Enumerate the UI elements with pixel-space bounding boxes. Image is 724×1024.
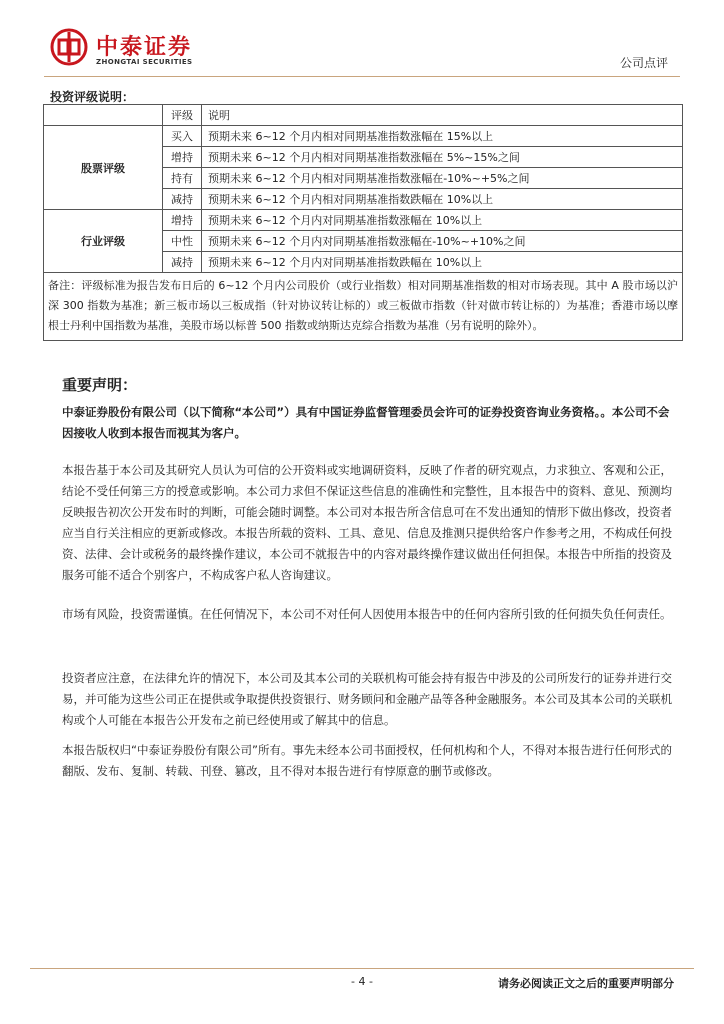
rating-note: 备注：评级标准为报告发布日后的 6~12 个月内公司股价（或行业指数）相对同期基准指数的相对市场表现。其中 A 股市场以沪深 300 指数为基准；新三板市场以三板成指（针对协议转让标的）或三板做市指数（针对做市转让标的）为基准；香港市场以摩根士丹利中国指数为基准，美股市场以标普 500 指数或纳斯达克综合指数为基准（另有说明的除外）。 bbox=[44, 273, 683, 341]
grade-cell: 减持 bbox=[163, 252, 202, 273]
desc-column-header: 说明 bbox=[202, 105, 683, 126]
desc-cell: 预期未来 6~12 个月内相对同期基准指数跌幅在 10%以上 bbox=[202, 189, 683, 210]
footer-note: 请务必阅读正文之后的重要声明部分 bbox=[498, 977, 674, 990]
grade-cell: 增持 bbox=[163, 210, 202, 231]
zhongtai-logo-icon bbox=[50, 28, 88, 66]
grade-cell: 持有 bbox=[163, 168, 202, 189]
table-row bbox=[44, 126, 683, 147]
header-divider bbox=[44, 76, 680, 77]
rating-table bbox=[43, 104, 683, 341]
desc-cell: 预期未来 6~12 个月内对同期基准指数涨幅在 10%以上 bbox=[202, 210, 683, 231]
footer-divider bbox=[30, 968, 694, 969]
table-row bbox=[44, 210, 683, 231]
stock-rating-category: 股票评级 bbox=[44, 126, 163, 210]
grade-cell: 买入 bbox=[163, 126, 202, 147]
desc-cell: 预期未来 6~12 个月内相对同期基准指数涨幅在 5%~15%之间 bbox=[202, 147, 683, 168]
desc-cell: 预期未来 6~12 个月内相对同期基准指数涨幅在-10%~+5%之间 bbox=[202, 168, 683, 189]
grade-column-header: 评级 bbox=[163, 105, 202, 126]
declaration-paragraph: 本报告版权归“中泰证券股份有限公司”所有。事先未经本公司书面授权，任何机构和个人，不得对本报告进行任何形式的翻版、发布、复制、转载、刊登、篡改，且不得对本报告进行有悖原意的删节或修改。 bbox=[62, 743, 672, 778]
rating-section-title: 投资评级说明： bbox=[50, 90, 135, 104]
declaration-paragraph: 本报告基于本公司及其研究人员认为可信的公开资料或实地调研资料，反映了作者的研究观点，力求独立、客观和公正，结论不受任何第三方的授意或影响。本公司力求但不保证这些信息的准确性和完整性，且本报告中的资料、意见、预测均反映报告初次公开发布时的判断，可能会随时调整。本公司对本报告所含信息可在不发出通知的情形下做出修改，投资者应当自行关注相应的更新或修改。本报告所载的资料、工具、意见、信息及推测只提供给客户作参考之用，不构成任何投资、法律、会计或税务的最终操作建议，本公司不就报告中的内容对最终操作建议做出任何担保。本报告中所指的投资及服务可能不适合个别客户，不构成客户私人咨询建议。 bbox=[62, 463, 672, 582]
industry-rating-category: 行业评级 bbox=[44, 210, 163, 273]
document-type-label: 公司点评 bbox=[619, 56, 668, 70]
declaration-title: 重要声明： bbox=[62, 376, 138, 394]
logo-chinese-text: 中泰证券 bbox=[96, 35, 193, 60]
grade-cell: 减持 bbox=[163, 189, 202, 210]
declaration-lead: 中泰证券股份有限公司（以下简称“本公司”）具有中国证券监督管理委员会许可的证券投资咨询业务资格。。本公司不会因接收人收到本报告而视其为客户。 bbox=[62, 405, 670, 440]
company-logo bbox=[50, 28, 230, 72]
desc-cell: 预期未来 6~12 个月内对同期基准指数涨幅在-10%~+10%之间 bbox=[202, 231, 683, 252]
rating-note-row bbox=[44, 273, 683, 341]
page-header bbox=[0, 0, 724, 80]
logo-english-text: ZHONGTAI SECURITIES bbox=[96, 58, 193, 66]
declaration-paragraph: 市场有风险，投资需谨慎。在任何情况下，本公司不对任何人因使用本报告中的任何内容所引致的任何损失负任何责任。 bbox=[62, 607, 672, 621]
grade-cell: 增持 bbox=[163, 147, 202, 168]
page-number: - 4 - bbox=[351, 975, 373, 988]
rating-table-header bbox=[44, 105, 683, 126]
grade-cell: 中性 bbox=[163, 231, 202, 252]
desc-cell: 预期未来 6~12 个月内对同期基准指数跌幅在 10%以上 bbox=[202, 252, 683, 273]
desc-cell: 预期未来 6~12 个月内相对同期基准指数涨幅在 15%以上 bbox=[202, 126, 683, 147]
header-blank-cell bbox=[44, 105, 163, 126]
declaration-paragraph: 投资者应注意，在法律允许的情况下，本公司及其本公司的关联机构可能会持有报告中涉及的公司所发行的证券并进行交易，并可能为这些公司正在提供或争取提供投资银行、财务顾问和金融产品等各种金融服务。本公司及其本公司的关联机构或个人可能在本报告公开发布之前已经使用或了解其中的信息。 bbox=[62, 671, 672, 727]
